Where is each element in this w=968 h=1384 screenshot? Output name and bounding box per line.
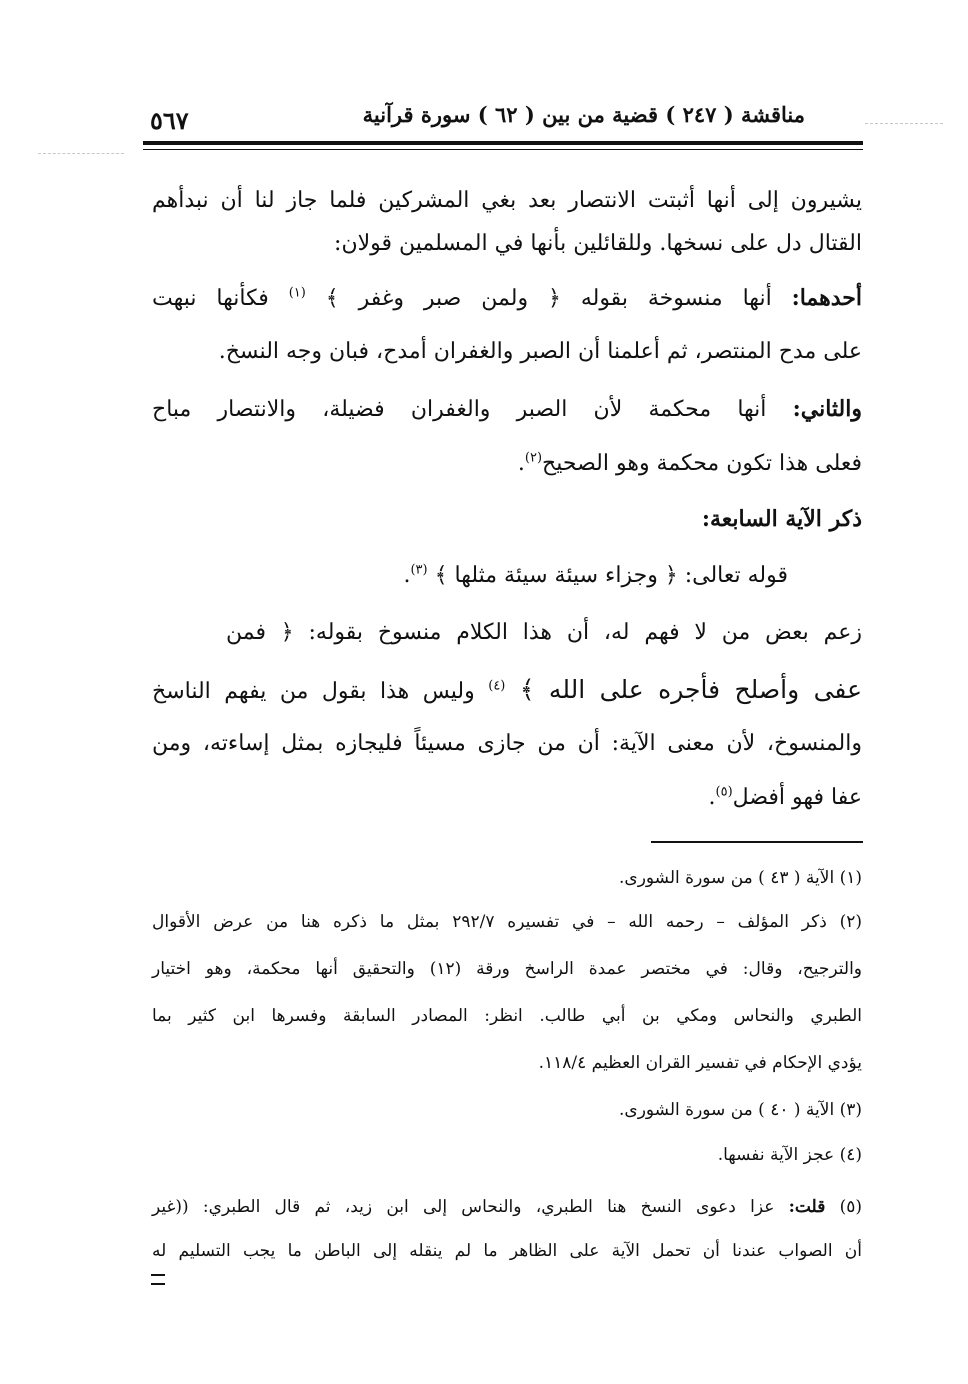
body-line-11: والمنسوخ، لأن معنى الآية: أن من جازى مسيئاً فليجازه بمثل إساءته، ومن <box>152 731 862 756</box>
body-line-2: القتال دل على نسخها. وللقائلين بأنها في المسلمين قولان: <box>334 231 862 256</box>
body-line-12-text-b: . <box>708 785 716 810</box>
header-rule-thin <box>143 149 863 150</box>
body-line-3 <box>152 283 862 314</box>
footnote-1: (١) الآية ( ٤٣ ) من سورة الشورى. <box>618 868 862 888</box>
running-header-title: مناقشة ( ٢٤٧ ) قضية من بين ( ٦٢ ) سورة قرآنية <box>362 102 805 127</box>
footnote-5-text: عزا دعوى النسخ هنا الطبري، والنحاس إلى ابن زيد، ثم قال الطبري: ((غير <box>152 1197 789 1217</box>
body-line-12-text-a: عفا فهو أفضل <box>732 785 862 810</box>
body-line-10 <box>152 675 862 707</box>
footnote-ref-1: (١) <box>288 285 306 301</box>
section-heading: ذكر الآية السابعة: <box>701 506 862 532</box>
body-line-12 <box>709 783 862 813</box>
body-line-8-text-b: . <box>403 563 411 588</box>
footnote-5-line-1 <box>152 1194 862 1220</box>
body-line-5 <box>152 394 862 425</box>
footnote-3: (٣) الآية ( ٤٠ ) من سورة الشورى. <box>618 1100 862 1120</box>
footnote-4: (٤) عجز الآية نفسها. <box>717 1145 862 1165</box>
body-line-5-text: أنها محكمة لأن الصبر والغفران فضيلة، والانتصار مباح <box>152 397 793 422</box>
body-line-9: زعم بعض من لا فهم له، أن هذا الكلام منسوخ بقوله: ﴿ فمن <box>226 620 862 645</box>
footnote-2-line-1: (٢) ذكر المؤلف – رحمه الله – في تفسيره ٢٩٢/٧ بمثل ما ذكره هنا من عرض الأقوال <box>152 912 862 932</box>
body-line-6 <box>518 449 862 479</box>
body-line-1: يشيرون إلى أنها أثبتت الانتصار بعد بغي المشركين فلما جاز لنا أن نبدأهم <box>152 188 862 213</box>
footnote-5-number: (٥) <box>825 1197 862 1217</box>
second-opinion-label: والثاني: <box>792 396 862 422</box>
body-line-6-text-a: فعلى هذا تكون محكمة وهو الصحيح <box>542 451 862 476</box>
scan-margin-mark-left <box>38 153 124 154</box>
header-rule-thick <box>143 141 863 145</box>
quran-verse-fragment: عفى وأصلح فأجره على الله ﴾ <box>505 675 862 704</box>
body-line-3-text-a: أنها منسوخة بقوله ﴿ ولمن صبر وغفر ﴾ <box>305 286 792 311</box>
footnote-separator <box>651 841 863 843</box>
body-line-10-text-b: وليس هذا بقول من يفهم الناسخ <box>152 679 489 704</box>
footnote-2-line-3: الطبري والنحاس ومكي بن أبي طالب. انظر: المصادر السابقة وفسرها ابن كثير بما <box>152 1006 862 1026</box>
footnote-ref-2: (٢) <box>524 450 543 466</box>
body-line-8-text-a: قوله تعالى: ﴿ وجزاء سيئة سيئة مثلها ﴾ <box>427 563 788 588</box>
footnote-5-line-2: أن الصواب عندنا أن تحمل الآية على الظاهر ما لم ينقله إلى الباطن ما يجب التسليم له <box>152 1241 862 1261</box>
body-line-8 <box>403 561 788 591</box>
footnote-2-line-4: يؤدي الإحكام في تفسير القران العظيم ١١٨/٤. <box>538 1053 862 1073</box>
footnote-ref-3: (٣) <box>410 562 428 578</box>
footnote-ref-5: (٥) <box>715 784 733 800</box>
footnote-5-label: قلت: <box>788 1197 826 1217</box>
body-line-4: على مدح المنتصر، ثم أعلمنا أن الصبر والغفران أمدح، فبان وجه النسخ. <box>218 339 862 364</box>
footnote-2-line-2: والترجيح، وقال: في مختصر عمدة الراسخ ورقة (١٢) والتحقيق أنها محكمة، وهو اختيار <box>152 959 862 979</box>
scan-margin-mark-right <box>865 123 943 124</box>
body-line-3-text-b: فكأنها نبهت <box>152 286 289 311</box>
body-line-6-text-b: . <box>517 451 525 476</box>
continuation-mark <box>151 1274 165 1285</box>
footnote-ref-4: (٤) <box>488 678 506 694</box>
page-number: ٥٦٧ <box>150 106 189 135</box>
first-opinion-label: أحدهما: <box>791 285 863 311</box>
